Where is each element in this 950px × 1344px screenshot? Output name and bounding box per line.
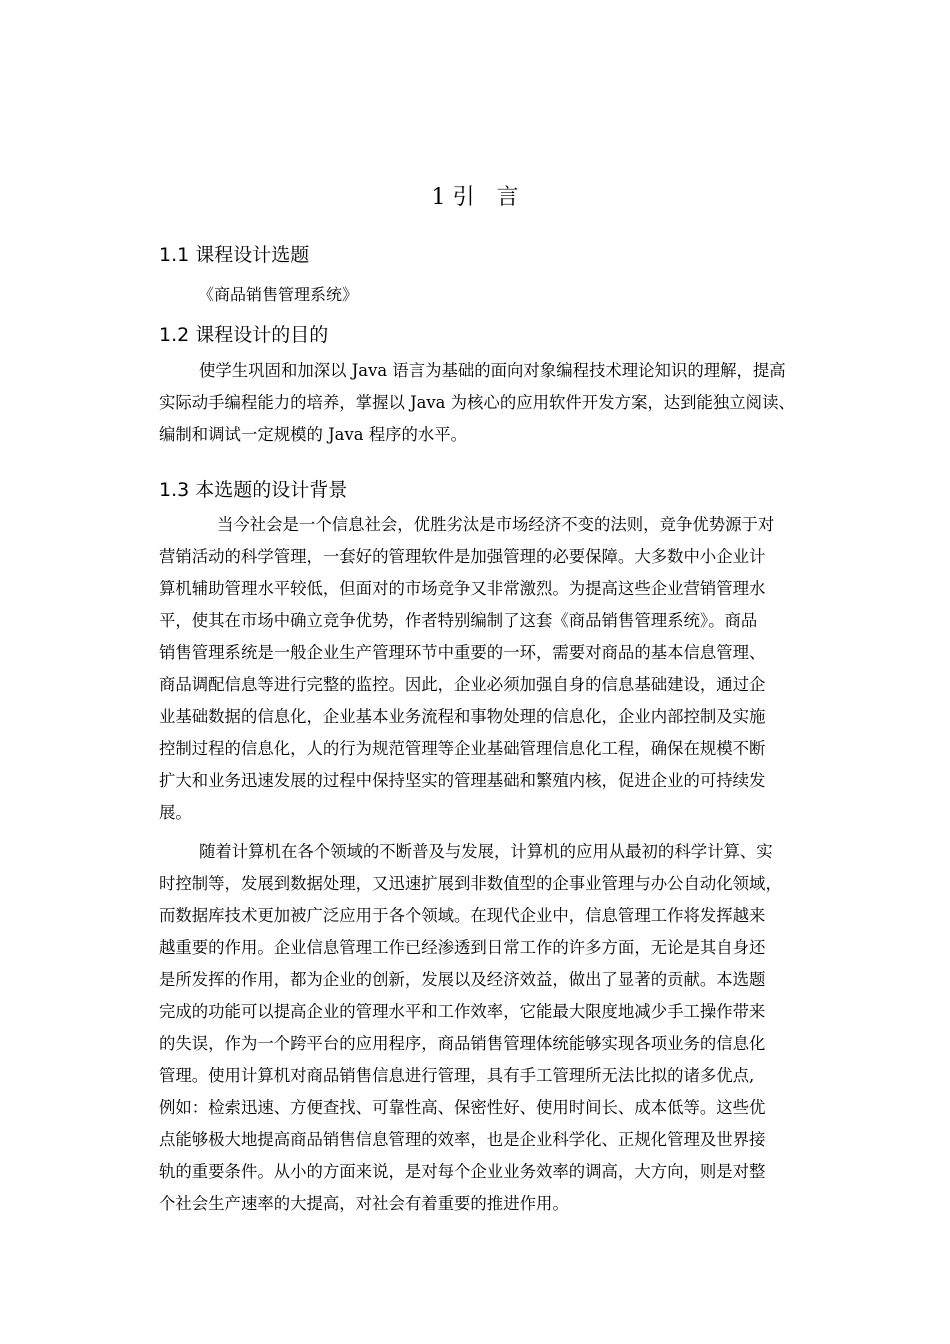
paragraph-line: 是所发挥的作用，都为企业的创新，发展以及经济效益，做出了显著的贡献。本选题 xyxy=(159,970,766,989)
paragraph-line: 销售管理系统是一般企业生产管理环节中重要的一环，需要对商品的基本信息管理、 xyxy=(159,643,766,662)
project-title: 《商品销售管理系统》 xyxy=(198,285,359,304)
paragraph-line: 完成的功能可以提高企业的管理水平和工作效率，它能最大限度地减少手工操作带来 xyxy=(159,1002,766,1021)
paragraph-line: 平，使其在市场中确立竞争优势，作者特别编制了这套《商品销售管理系统》。商品 xyxy=(159,611,758,630)
paragraph-line: 越重要的作用。企业信息管理工作已经渗透到日常工作的许多方面，无论是其自身还 xyxy=(159,938,766,957)
paragraph-line: 扩大和业务迅速发展的过程中保持坚实的管理基础和繁殖内核，促进企业的可持续发 xyxy=(159,771,766,790)
paragraph-line: 当今社会是一个信息社会，优胜劣汰是市场经济不变的法则，竞争优势源于对 xyxy=(217,515,775,534)
paragraph-line: 控制过程的信息化，人的行为规范管理等企业基础管理信息化工程，确保在规模不断 xyxy=(159,739,766,758)
paragraph-line: 使学生巩固和加深以 Java 语言为基础的面向对象编程技术理论知识的理解，提高 xyxy=(199,361,786,380)
purpose-paragraph xyxy=(159,355,795,451)
background-paragraph-1 xyxy=(159,509,774,829)
paragraph-line: 而数据库技术更加被广泛应用于各个领域。在现代企业中，信息管理工作将发挥越来 xyxy=(159,906,766,925)
paragraph-line: 营销活动的科学管理，一套好的管理软件是加强管理的必要保障。大多数中小企业计 xyxy=(159,547,766,566)
section-heading-1-2: 1.2 课程设计的目的 xyxy=(159,324,329,346)
section-heading-1-3: 1.3 本选题的设计背景 xyxy=(159,479,348,501)
paragraph-line: 实际动手编程能力的培养，掌握以 Java 为核心的应用软件开发方案，达到能独立阅读、 xyxy=(159,393,795,412)
paragraph-line: 编制和调试一定规模的 Java 程序的水平。 xyxy=(159,425,468,444)
paragraph-line: 个社会生产速率的大提高，对社会有着重要的推进作用。 xyxy=(159,1194,569,1213)
paragraph-line: 时控制等，发展到数据处理，又迅速扩展到非数值型的企事业管理与办公自动化领域， xyxy=(159,874,782,893)
paragraph-line: 展。 xyxy=(159,803,192,822)
chapter-title: 1 引 言 xyxy=(431,185,519,210)
paragraph-line: 例如：检索迅速、方便查找、可靠性高、保密性好、使用时间长、成本低等。这些优 xyxy=(159,1098,766,1117)
paragraph-line: 点能够极大地提高商品销售信息管理的效率，也是企业科学化、正规化管理及世界接 xyxy=(159,1130,766,1149)
background-paragraph-2 xyxy=(159,836,782,1220)
paragraph-line: 的失误，作为一个跨平台的应用程序，商品销售管理体统能够实现各项业务的信息化 xyxy=(159,1034,766,1053)
paragraph-line: 商品调配信息等进行完整的监控。因此，企业必须加强自身的信息基础建设，通过企 xyxy=(159,675,766,694)
paragraph-line: 业基础数据的信息化，企业基本业务流程和事物处理的信息化，企业内部控制及实施 xyxy=(159,707,766,726)
section-heading-1-1: 1.1 课程设计选题 xyxy=(159,244,310,266)
paragraph-line: 轨的重要条件。从小的方面来说，是对每个企业业务效率的调高，大方向，则是对整 xyxy=(159,1162,766,1181)
paragraph-line: 管理。使用计算机对商品销售信息进行管理，具有手工管理所无法比拟的诸多优点, xyxy=(159,1066,755,1085)
paragraph-line: 算机辅助管理水平较低，但面对的市场竞争又非常激烈。为提高这些企业营销管理水 xyxy=(159,579,766,598)
paragraph-line: 随着计算机在各个领域的不断普及与发展，计算机的应用从最初的科学计算、实 xyxy=(199,842,773,861)
